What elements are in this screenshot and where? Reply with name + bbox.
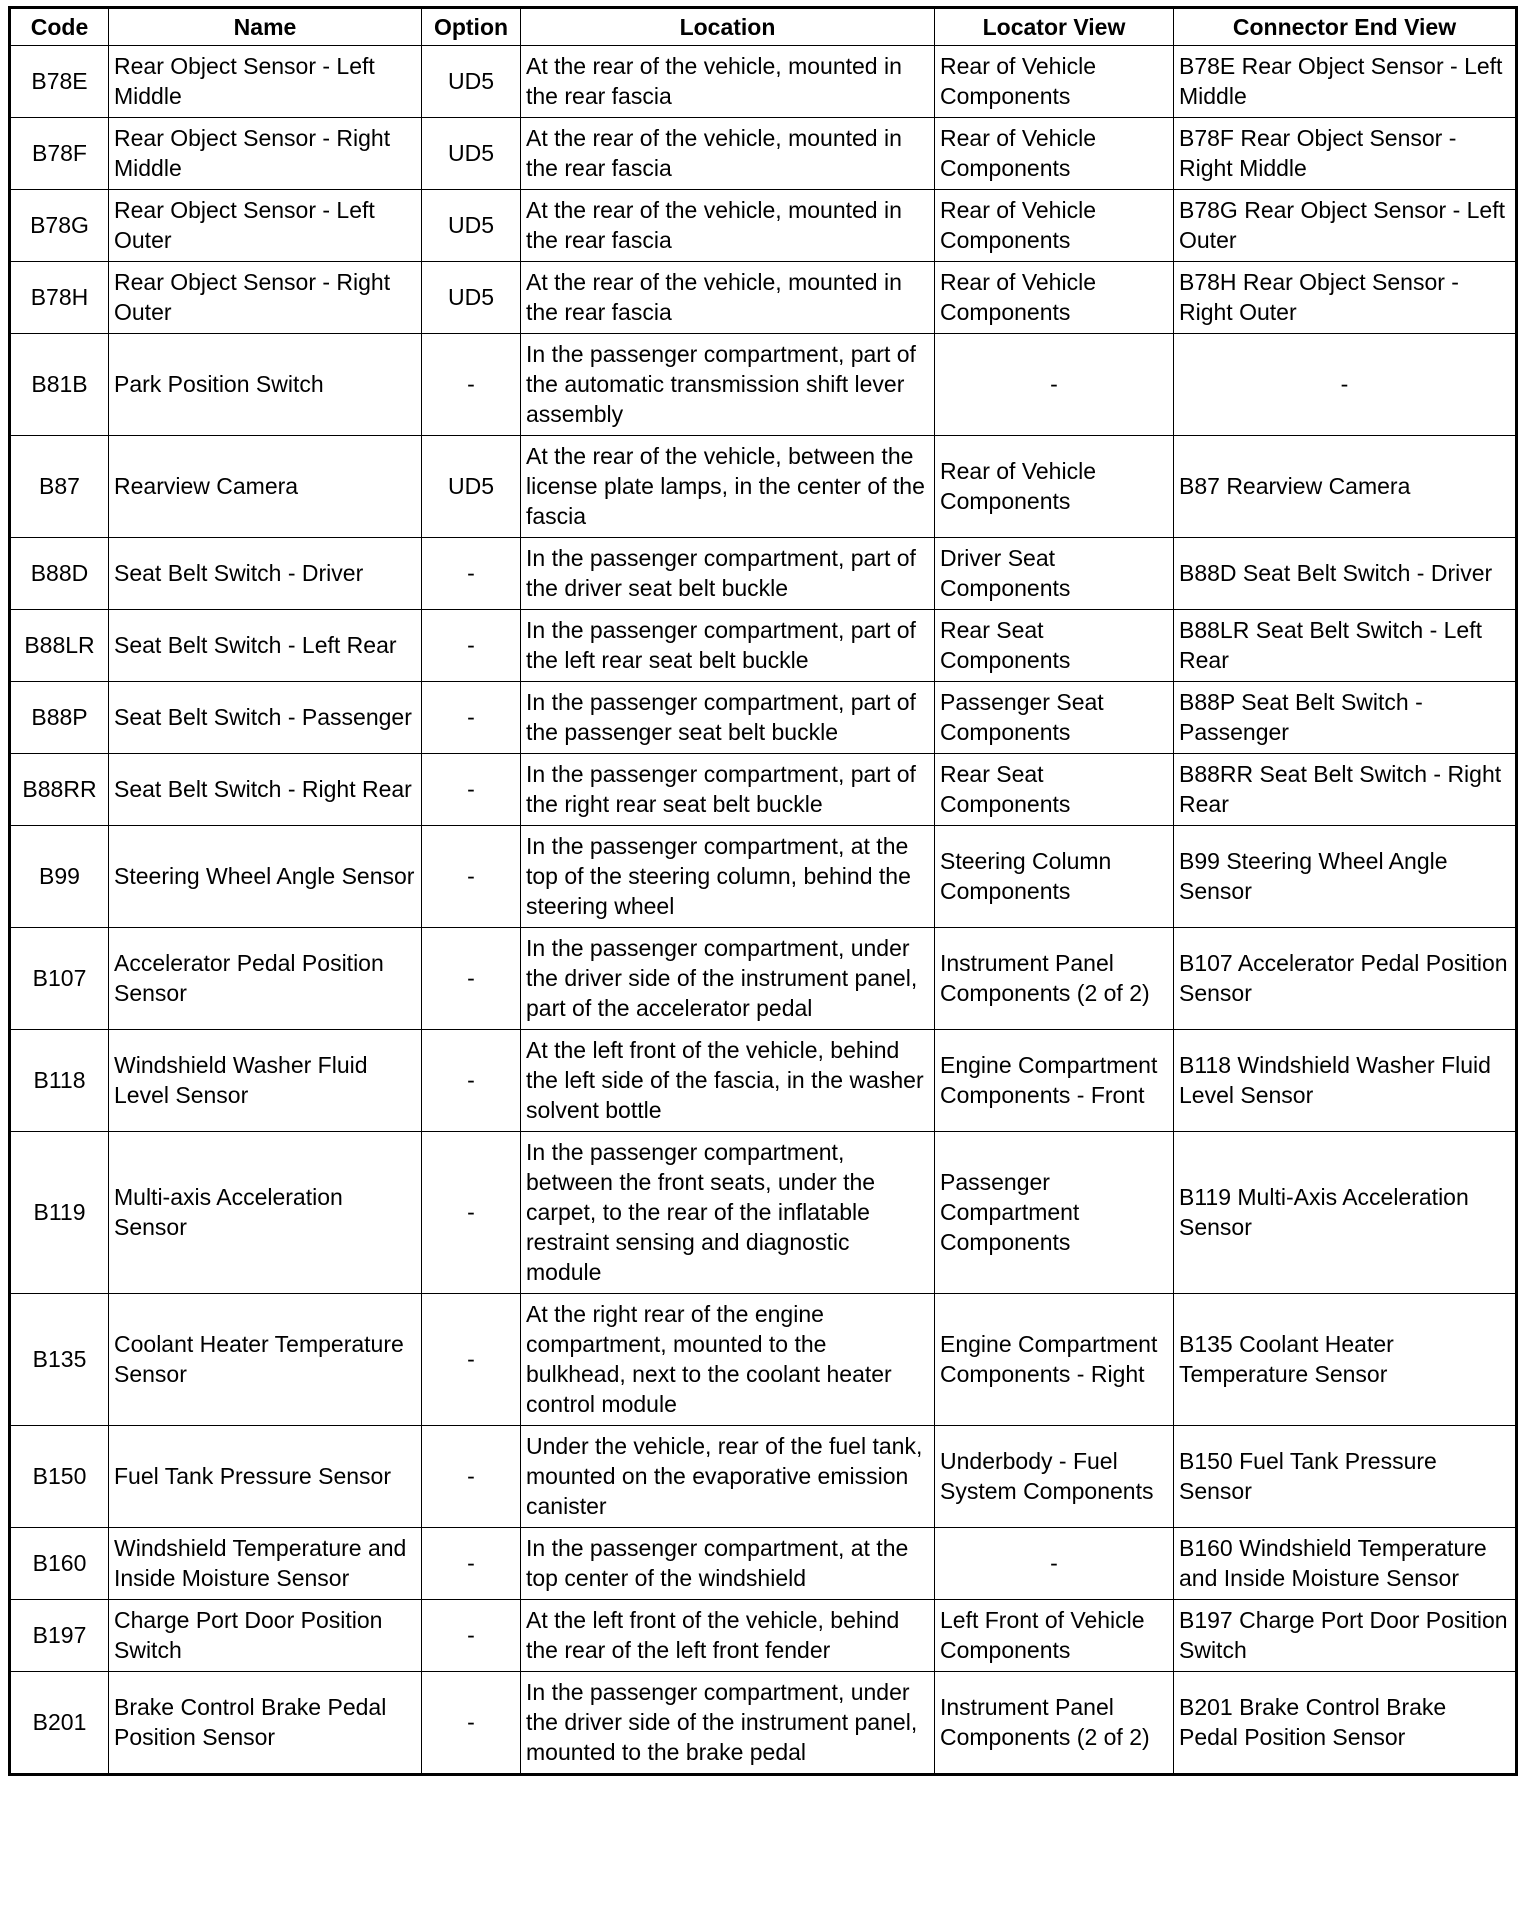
cell-code: B160 <box>10 1528 109 1600</box>
cell-location: At the rear of the vehicle, mounted in the rear fascia <box>521 46 935 118</box>
cell-locator-view: Rear of Vehicle Components <box>935 436 1174 538</box>
cell-option: - <box>422 1294 521 1426</box>
cell-code: B197 <box>10 1600 109 1672</box>
cell-location: In the passenger compartment, part of the driver seat belt buckle <box>521 538 935 610</box>
cell-locator-view: Instrument Panel Components (2 of 2) <box>935 1672 1174 1775</box>
cell-locator-view: Rear of Vehicle Components <box>935 190 1174 262</box>
header-name: Name <box>109 8 422 46</box>
cell-connector-end-view: B201 Brake Control Brake Pedal Position Sensor <box>1174 1672 1517 1775</box>
table-row <box>10 1030 1517 1132</box>
table-row <box>10 1132 1517 1294</box>
cell-name: Seat Belt Switch - Driver <box>109 538 422 610</box>
cell-connector-end-view: B88P Seat Belt Switch - Passenger <box>1174 682 1517 754</box>
cell-connector-end-view: B78H Rear Object Sensor - Right Outer <box>1174 262 1517 334</box>
cell-name: Windshield Temperature and Inside Moisture Sensor <box>109 1528 422 1600</box>
cell-name: Steering Wheel Angle Sensor <box>109 826 422 928</box>
cell-name: Brake Control Brake Pedal Position Sensor <box>109 1672 422 1775</box>
cell-connector-end-view: B118 Windshield Washer Fluid Level Sensor <box>1174 1030 1517 1132</box>
table-row <box>10 610 1517 682</box>
cell-locator-view: Rear of Vehicle Components <box>935 118 1174 190</box>
header-connector-end-view: Connector End View <box>1174 8 1517 46</box>
cell-connector-end-view: B160 Windshield Temperature and Inside Moisture Sensor <box>1174 1528 1517 1600</box>
cell-locator-view: Driver Seat Components <box>935 538 1174 610</box>
cell-option: - <box>422 754 521 826</box>
cell-name: Seat Belt Switch - Passenger <box>109 682 422 754</box>
header-location: Location <box>521 8 935 46</box>
cell-option: - <box>422 1528 521 1600</box>
cell-name: Rearview Camera <box>109 436 422 538</box>
cell-code: B135 <box>10 1294 109 1426</box>
cell-option: UD5 <box>422 190 521 262</box>
cell-locator-view: Engine Compartment Components - Front <box>935 1030 1174 1132</box>
cell-locator-view: Rear of Vehicle Components <box>935 262 1174 334</box>
cell-option: - <box>422 610 521 682</box>
cell-code: B88D <box>10 538 109 610</box>
cell-option: UD5 <box>422 436 521 538</box>
cell-option: UD5 <box>422 118 521 190</box>
cell-locator-view: Rear of Vehicle Components <box>935 46 1174 118</box>
table-row <box>10 1528 1517 1600</box>
cell-locator-view: Engine Compartment Components - Right <box>935 1294 1174 1426</box>
cell-code: B78H <box>10 262 109 334</box>
cell-name: Rear Object Sensor - Left Outer <box>109 190 422 262</box>
cell-connector-end-view: - <box>1174 334 1517 436</box>
cell-locator-view: Steering Column Components <box>935 826 1174 928</box>
cell-locator-view: Underbody - Fuel System Components <box>935 1426 1174 1528</box>
cell-code: B88RR <box>10 754 109 826</box>
cell-locator-view: Passenger Seat Components <box>935 682 1174 754</box>
cell-locator-view: Rear Seat Components <box>935 610 1174 682</box>
table-row <box>10 1426 1517 1528</box>
cell-option: - <box>422 1426 521 1528</box>
cell-connector-end-view: B197 Charge Port Door Position Switch <box>1174 1600 1517 1672</box>
cell-location: At the left front of the vehicle, behind the rear of the left front fender <box>521 1600 935 1672</box>
cell-locator-view: - <box>935 1528 1174 1600</box>
cell-connector-end-view: B88LR Seat Belt Switch - Left Rear <box>1174 610 1517 682</box>
cell-code: B87 <box>10 436 109 538</box>
table-row <box>10 538 1517 610</box>
cell-name: Rear Object Sensor - Right Outer <box>109 262 422 334</box>
cell-code: B88P <box>10 682 109 754</box>
cell-option: UD5 <box>422 262 521 334</box>
cell-name: Coolant Heater Temperature Sensor <box>109 1294 422 1426</box>
cell-option: - <box>422 334 521 436</box>
cell-option: - <box>422 826 521 928</box>
component-locator-table <box>8 6 1518 1776</box>
cell-code: B119 <box>10 1132 109 1294</box>
cell-location: At the left front of the vehicle, behind the left side of the fascia, in the washer solvent bottle <box>521 1030 935 1132</box>
cell-code: B81B <box>10 334 109 436</box>
cell-code: B118 <box>10 1030 109 1132</box>
cell-connector-end-view: B150 Fuel Tank Pressure Sensor <box>1174 1426 1517 1528</box>
cell-option: - <box>422 1030 521 1132</box>
cell-locator-view: Instrument Panel Components (2 of 2) <box>935 928 1174 1030</box>
cell-location: At the right rear of the engine compartment, mounted to the bulkhead, next to the coolant heater control module <box>521 1294 935 1426</box>
cell-locator-view: Passenger Compartment Components <box>935 1132 1174 1294</box>
cell-location: In the passenger compartment, at the top center of the windshield <box>521 1528 935 1600</box>
cell-name: Seat Belt Switch - Left Rear <box>109 610 422 682</box>
cell-code: B78G <box>10 190 109 262</box>
cell-name: Fuel Tank Pressure Sensor <box>109 1426 422 1528</box>
table-row <box>10 754 1517 826</box>
cell-option: - <box>422 538 521 610</box>
table-row <box>10 1600 1517 1672</box>
cell-location: At the rear of the vehicle, between the license plate lamps, in the center of the fascia <box>521 436 935 538</box>
cell-location: In the passenger compartment, part of the automatic transmission shift lever assembly <box>521 334 935 436</box>
cell-code: B88LR <box>10 610 109 682</box>
cell-location: At the rear of the vehicle, mounted in the rear fascia <box>521 190 935 262</box>
cell-name: Charge Port Door Position Switch <box>109 1600 422 1672</box>
header-row <box>10 8 1517 46</box>
cell-locator-view: Left Front of Vehicle Components <box>935 1600 1174 1672</box>
cell-code: B107 <box>10 928 109 1030</box>
cell-location: In the passenger compartment, part of the passenger seat belt buckle <box>521 682 935 754</box>
cell-location: In the passenger compartment, between the front seats, under the carpet, to the rear of the inflatable restraint sensing and diagnostic module <box>521 1132 935 1294</box>
header-option: Option <box>422 8 521 46</box>
cell-name: Windshield Washer Fluid Level Sensor <box>109 1030 422 1132</box>
header-locator-view: Locator View <box>935 8 1174 46</box>
header-code: Code <box>10 8 109 46</box>
table-row <box>10 334 1517 436</box>
table-row <box>10 682 1517 754</box>
cell-name: Multi-axis Acceleration Sensor <box>109 1132 422 1294</box>
cell-connector-end-view: B78E Rear Object Sensor - Left Middle <box>1174 46 1517 118</box>
table-row <box>10 436 1517 538</box>
table-row <box>10 1294 1517 1426</box>
cell-location: Under the vehicle, rear of the fuel tank, mounted on the evaporative emission canister <box>521 1426 935 1528</box>
table-row <box>10 1672 1517 1775</box>
cell-connector-end-view: B88RR Seat Belt Switch - Right Rear <box>1174 754 1517 826</box>
cell-option: - <box>422 1600 521 1672</box>
cell-option: - <box>422 1132 521 1294</box>
cell-location: In the passenger compartment, under the driver side of the instrument panel, part of the accelerator pedal <box>521 928 935 1030</box>
cell-name: Seat Belt Switch - Right Rear <box>109 754 422 826</box>
table-row <box>10 826 1517 928</box>
cell-name: Park Position Switch <box>109 334 422 436</box>
cell-code: B150 <box>10 1426 109 1528</box>
cell-connector-end-view: B107 Accelerator Pedal Position Sensor <box>1174 928 1517 1030</box>
cell-name: Rear Object Sensor - Left Middle <box>109 46 422 118</box>
cell-option: UD5 <box>422 46 521 118</box>
cell-option: - <box>422 928 521 1030</box>
table-row <box>10 928 1517 1030</box>
cell-connector-end-view: B99 Steering Wheel Angle Sensor <box>1174 826 1517 928</box>
cell-locator-view: - <box>935 334 1174 436</box>
cell-connector-end-view: B88D Seat Belt Switch - Driver <box>1174 538 1517 610</box>
cell-connector-end-view: B87 Rearview Camera <box>1174 436 1517 538</box>
cell-locator-view: Rear Seat Components <box>935 754 1174 826</box>
cell-location: In the passenger compartment, under the driver side of the instrument panel, mounted to the brake pedal <box>521 1672 935 1775</box>
cell-connector-end-view: B135 Coolant Heater Temperature Sensor <box>1174 1294 1517 1426</box>
cell-code: B78F <box>10 118 109 190</box>
cell-connector-end-view: B78F Rear Object Sensor - Right Middle <box>1174 118 1517 190</box>
cell-code: B99 <box>10 826 109 928</box>
cell-name: Accelerator Pedal Position Sensor <box>109 928 422 1030</box>
cell-location: In the passenger compartment, part of the left rear seat belt buckle <box>521 610 935 682</box>
table-body <box>10 46 1517 1775</box>
cell-location: In the passenger compartment, at the top of the steering column, behind the steering wheel <box>521 826 935 928</box>
table-row <box>10 46 1517 118</box>
cell-option: - <box>422 682 521 754</box>
cell-code: B201 <box>10 1672 109 1775</box>
table-row <box>10 118 1517 190</box>
table-row <box>10 190 1517 262</box>
table-row <box>10 262 1517 334</box>
cell-location: In the passenger compartment, part of the right rear seat belt buckle <box>521 754 935 826</box>
cell-location: At the rear of the vehicle, mounted in the rear fascia <box>521 118 935 190</box>
cell-location: At the rear of the vehicle, mounted in the rear fascia <box>521 262 935 334</box>
cell-name: Rear Object Sensor - Right Middle <box>109 118 422 190</box>
cell-connector-end-view: B78G Rear Object Sensor - Left Outer <box>1174 190 1517 262</box>
cell-code: B78E <box>10 46 109 118</box>
cell-connector-end-view: B119 Multi-Axis Acceleration Sensor <box>1174 1132 1517 1294</box>
cell-option: - <box>422 1672 521 1775</box>
